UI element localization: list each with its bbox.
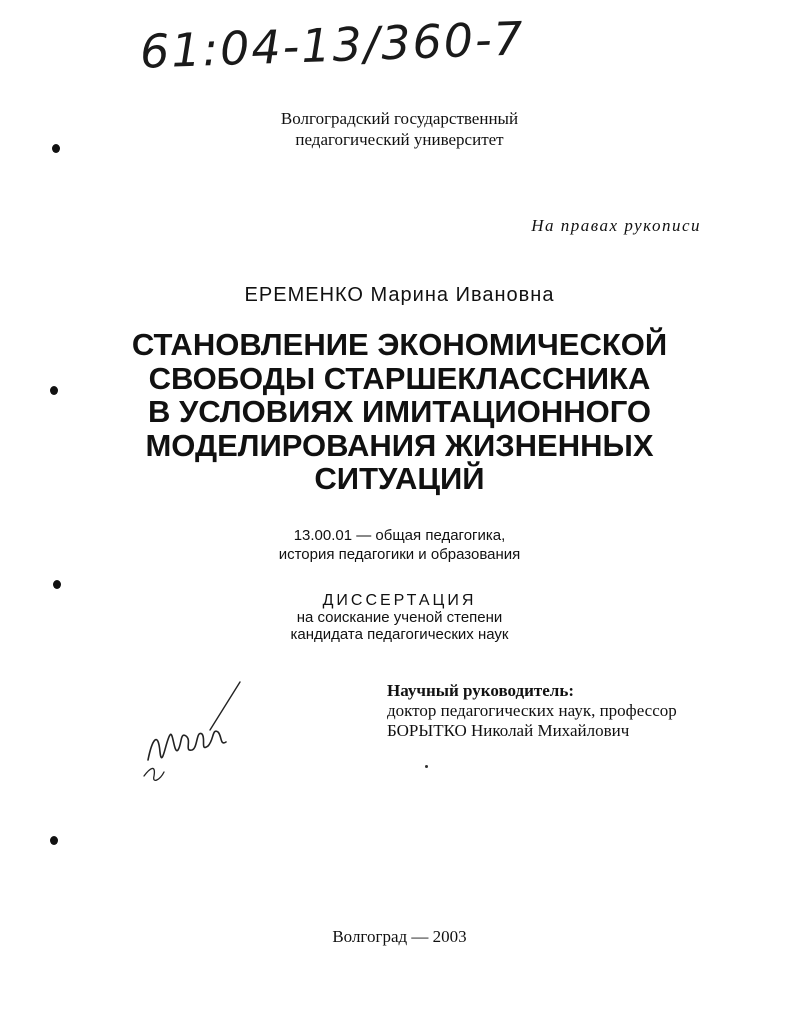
dissertation-title xyxy=(0,328,799,496)
supervisor-degree: доктор педагогических наук, профессор xyxy=(387,701,677,720)
binding-hole-mark xyxy=(53,580,61,589)
handwritten-signature xyxy=(140,680,250,790)
university-name xyxy=(0,108,799,150)
specialty-code xyxy=(0,526,799,564)
author-name: ЕРЕМЕНКО Марина Ивановна xyxy=(244,284,555,306)
title-line-4: МОДЕЛИРОВАНИЯ ЖИЗНЕННЫХ xyxy=(145,427,654,463)
degree-line-1: на соискание ученой степени xyxy=(296,609,503,626)
scientific-supervisor xyxy=(387,681,677,741)
dissertation-heading: ДИССЕРТАЦИЯ xyxy=(322,592,477,609)
binding-hole-mark xyxy=(50,836,58,845)
university-line-1: Волгоградский государственный xyxy=(280,109,519,128)
title-line-3: В УСЛОВИЯХ ИМИТАЦИОННОГО xyxy=(148,394,651,429)
manuscript-rights-note: На правах рукописи xyxy=(531,216,701,235)
title-line-5: СИТУАЦИЙ xyxy=(314,461,485,496)
specialty-line-2: история педагогики и образования xyxy=(278,546,521,563)
archive-code-handwritten: 61:04-13/360-7 xyxy=(139,11,526,79)
degree-line-2: кандидата педагогических наук xyxy=(290,626,509,643)
supervisor-label: Научный руководитель: xyxy=(387,681,574,700)
city-and-year: Волгоград — 2003 xyxy=(332,927,467,946)
title-line-2: СВОБОДЫ СТАРШЕКЛАССНИКА xyxy=(148,360,651,396)
title-line-1: СТАНОВЛЕНИЕ ЭКОНОМИЧЕСКОЙ xyxy=(131,327,668,362)
scan-speck xyxy=(425,765,428,768)
dissertation-degree xyxy=(0,592,799,643)
specialty-line-1: 13.00.01 — общая педагогика, xyxy=(293,527,506,544)
supervisor-name: БОРЫТКО Николай Михайлович xyxy=(387,721,630,740)
university-line-2: педагогический университет xyxy=(295,130,504,149)
